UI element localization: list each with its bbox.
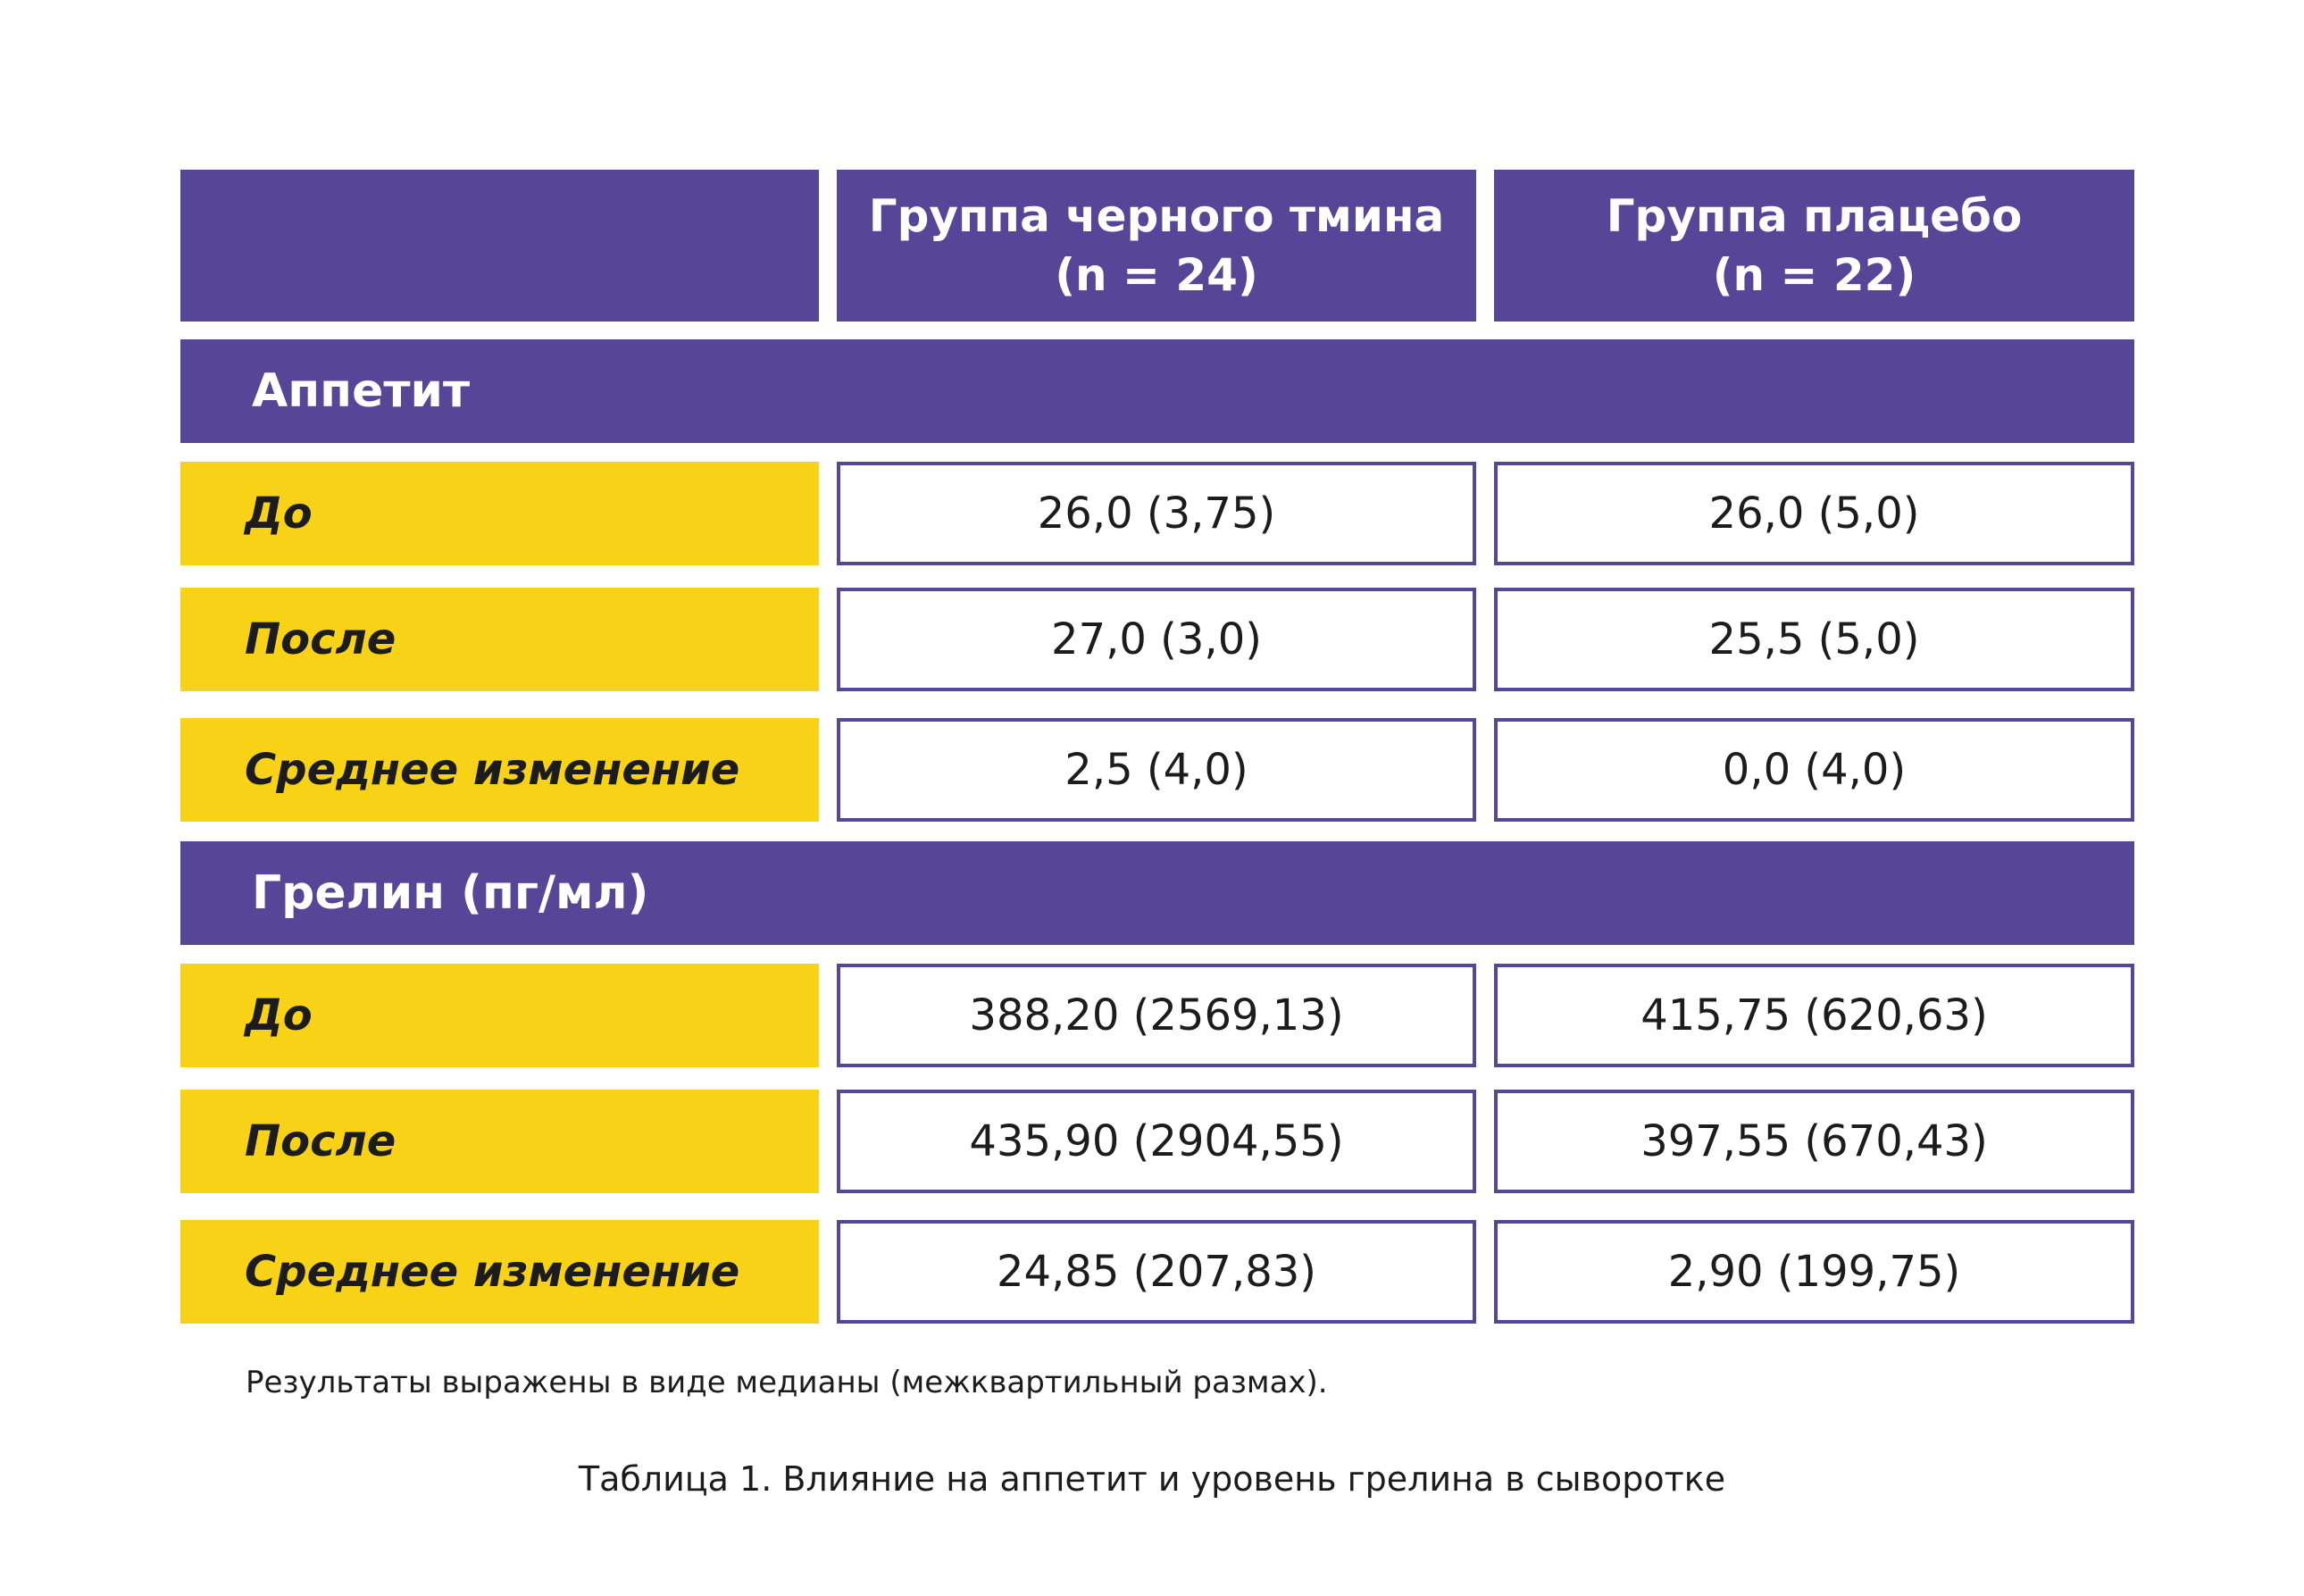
section-appetite-header	[180, 339, 2134, 443]
value-text: 25,5 (5,0)	[1708, 614, 1920, 664]
header-col1-n: (n = 24)	[1055, 249, 1258, 301]
row-label-text: Среднее изменение	[245, 1247, 740, 1297]
value-text: 26,0 (3,75)	[1037, 489, 1276, 539]
value-cell	[837, 462, 1476, 565]
row-label-mean-change	[180, 1220, 819, 1324]
table-caption: Таблица 1. Влияние на аппетит и уровень грелина в сыворотке	[578, 1459, 1726, 1499]
value-cell	[1494, 1090, 2134, 1193]
row-label-text: До	[245, 489, 313, 539]
header-col2-n: (n = 22)	[1712, 249, 1916, 301]
value-text: 27,0 (3,0)	[1051, 614, 1262, 664]
row-label-text: Среднее изменение	[245, 745, 740, 795]
value-text: 0,0 (4,0)	[1722, 745, 1907, 795]
row-label-text: После	[245, 614, 397, 664]
section-title: Аппетит	[252, 364, 471, 418]
value-cell	[837, 964, 1476, 1067]
value-text: 397,55 (670,43)	[1640, 1116, 1988, 1166]
value-text: 24,85 (207,83)	[996, 1247, 1317, 1297]
value-cell	[837, 1220, 1476, 1324]
value-text: 415,75 (620,63)	[1640, 990, 1988, 1040]
table-footnote: Результаты выражены в виде медианы (межквартильный размах).	[246, 1365, 1328, 1400]
value-text: 435,90 (2904,55)	[969, 1116, 1344, 1166]
section-title: Грелин (пг/мл)	[252, 866, 649, 920]
value-cell	[1494, 964, 2134, 1067]
section-ghrelin-header	[180, 841, 2134, 945]
value-text: 26,0 (5,0)	[1708, 489, 1920, 539]
row-label-after	[180, 588, 819, 691]
value-cell	[837, 1090, 1476, 1193]
value-cell	[1494, 588, 2134, 691]
value-text: 2,90 (199,75)	[1667, 1247, 1961, 1297]
header-black-cumin-group	[837, 170, 1476, 322]
row-label-text: До	[245, 990, 313, 1040]
header-col1-title: Группа черного тмина	[868, 190, 1445, 242]
value-cell	[1494, 718, 2134, 822]
value-text: 388,20 (2569,13)	[969, 990, 1344, 1040]
row-label-mean-change	[180, 718, 819, 822]
value-cell	[837, 588, 1476, 691]
row-label-after	[180, 1090, 819, 1193]
row-label-text: После	[245, 1116, 397, 1166]
value-text: 2,5 (4,0)	[1064, 745, 1248, 795]
row-label-before	[180, 964, 819, 1067]
value-cell	[837, 718, 1476, 822]
value-cell	[1494, 1220, 2134, 1324]
value-cell	[1494, 462, 2134, 565]
row-label-before	[180, 462, 819, 565]
header-corner-cell	[180, 170, 819, 322]
header-placebo-group	[1494, 170, 2134, 322]
header-col2-title: Группа плацебо	[1606, 190, 2023, 242]
